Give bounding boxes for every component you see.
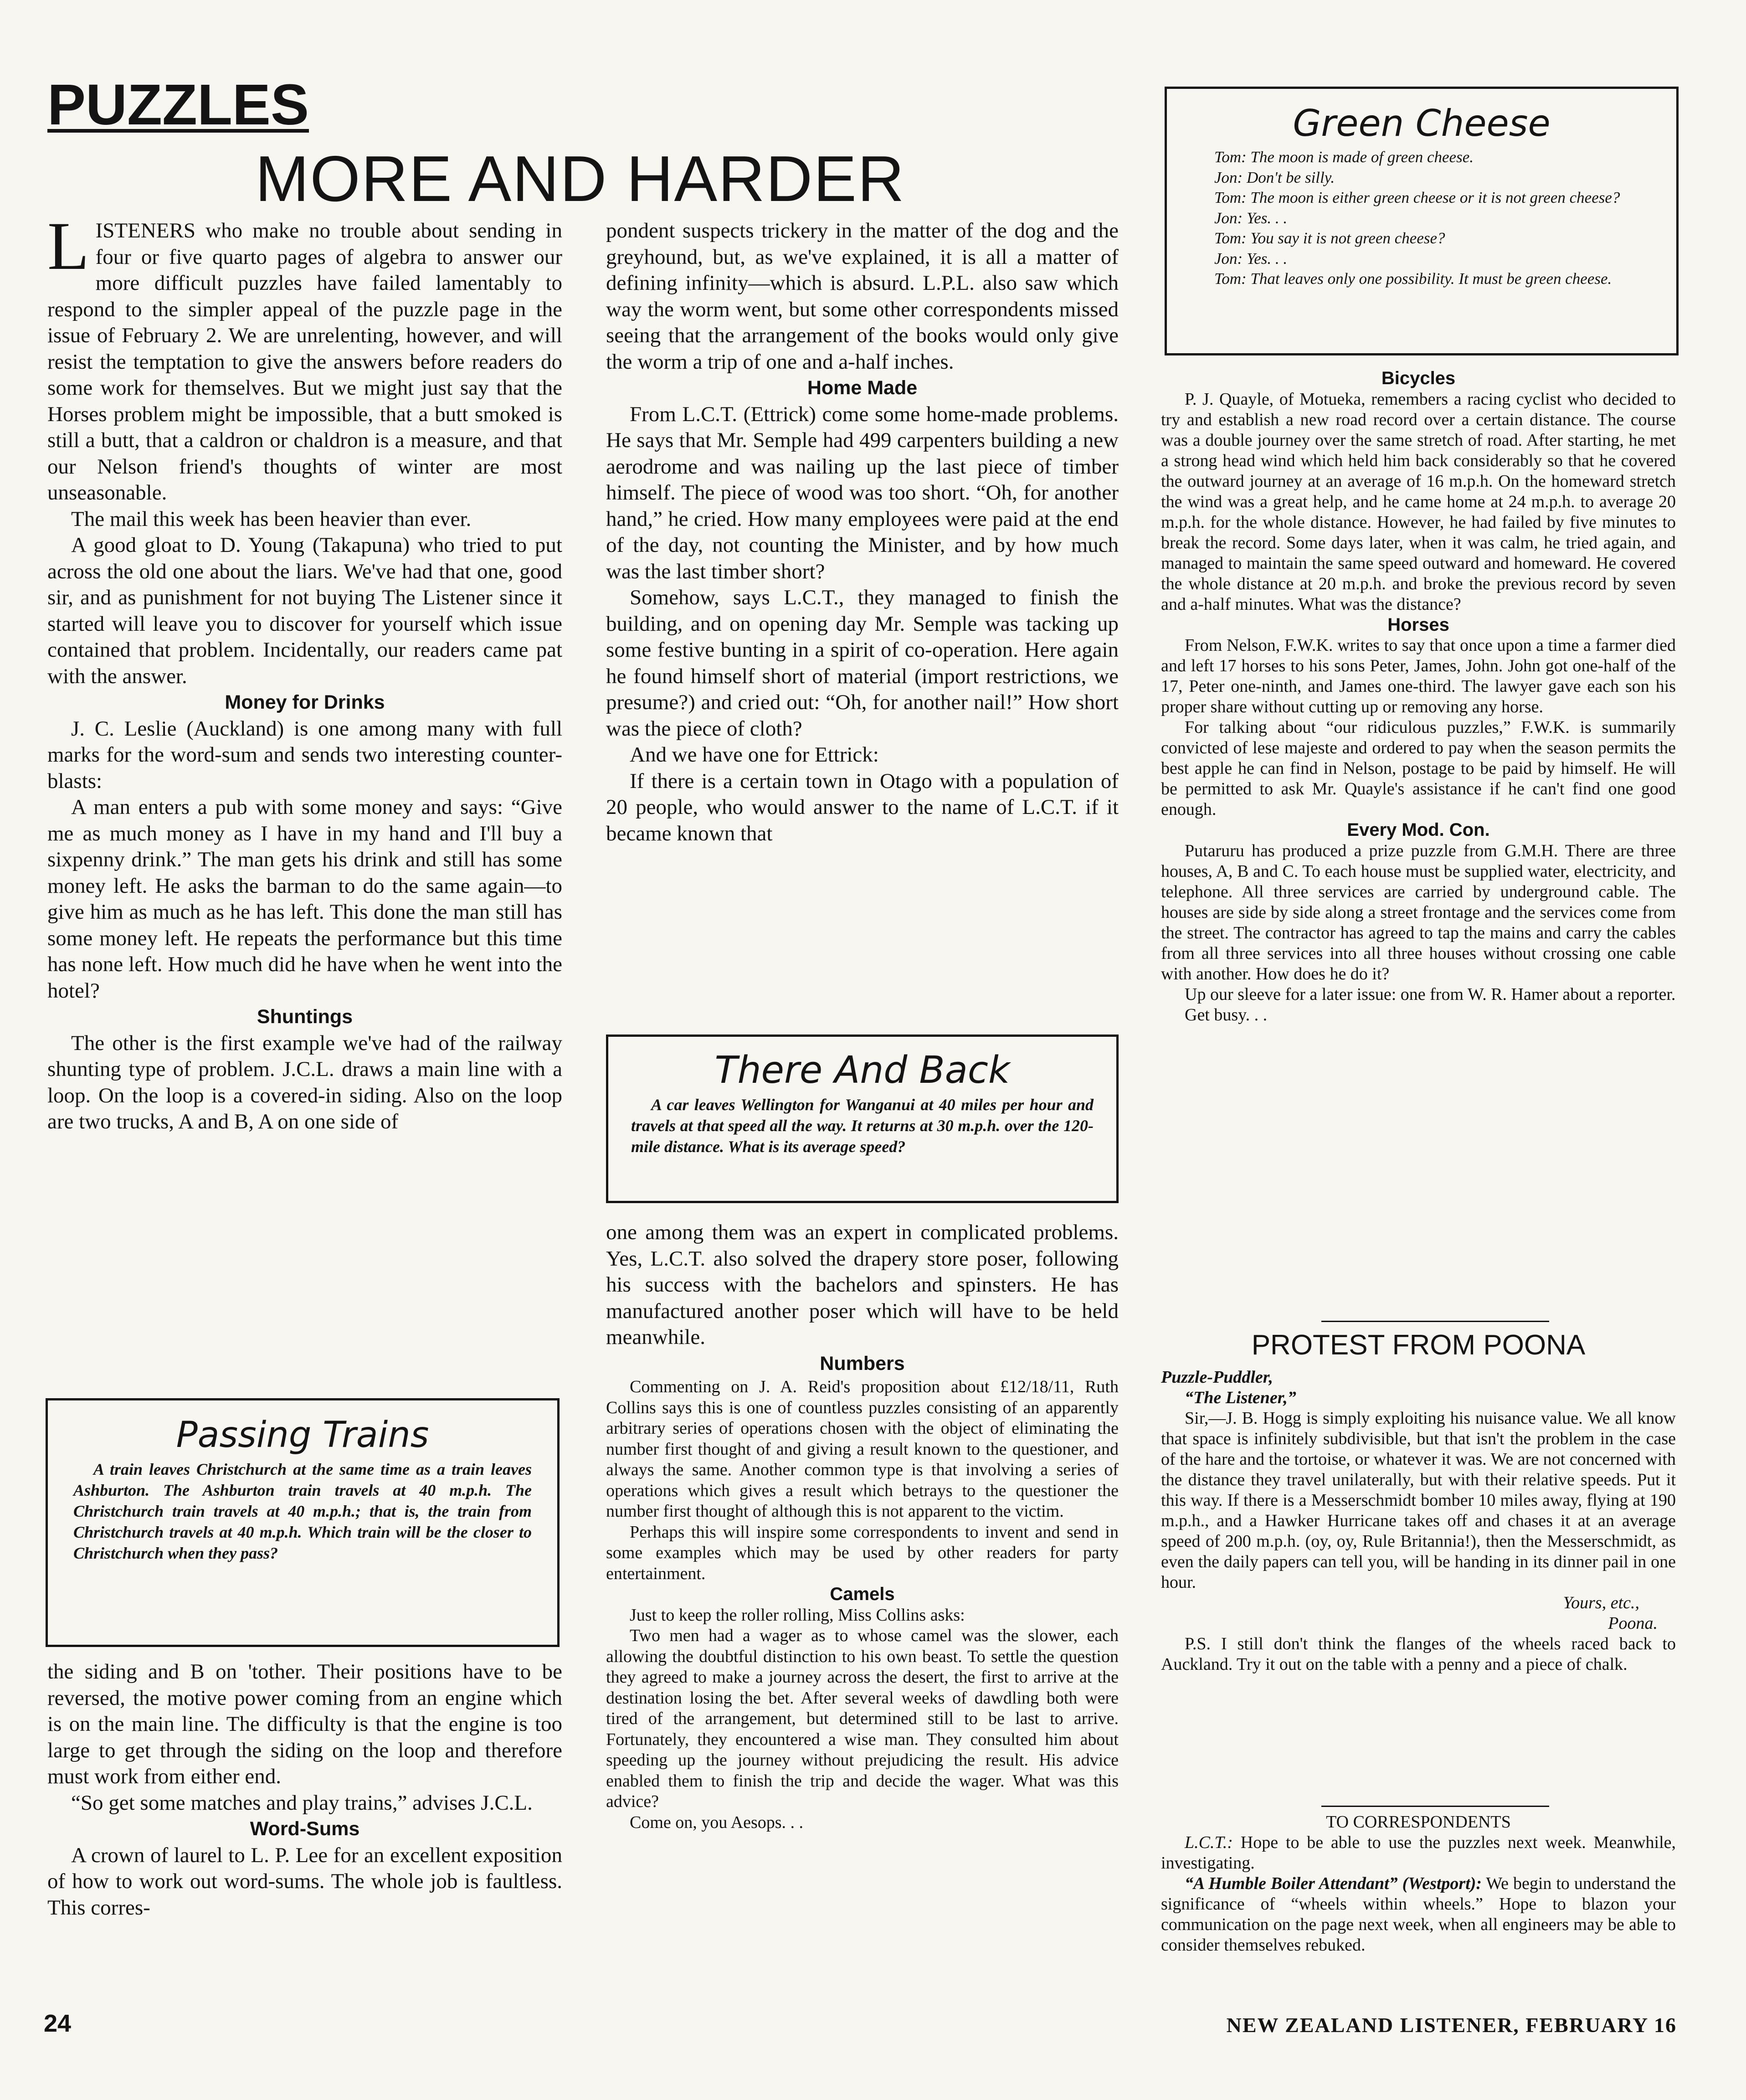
shuntings-paragraph-1a: The other is the first example we've had of the railway shunting type of problem. J.C.L. draws a main line with a loop. On the loop is a covered-in siding. Also on the loop are two trucks, A and B, A on one side of (47, 1031, 562, 1133)
divider (1321, 1806, 1549, 1807)
gloat-paragraph: A good gloat to D. Young (Takapuna) who tried to put across the old one about the liars. We've had that one, good sir, and as punishment for not buying The Listener since it started will leave you to discover for yourself which issue contained that problem. Incidentally, our readers came pat with the answer. (47, 533, 562, 688)
dialogue-line: Jon: Yes. . . (1214, 249, 1288, 268)
heading-every-mod-con: Every Mod. Con. (1347, 820, 1490, 840)
money-paragraph-1: J. C. Leslie (Auckland) is one among many with full marks for the word-sum and sends two interesting counter-blasts: (47, 716, 562, 793)
mod-con-paragraph-1: Putaruru has produced a prize puzzle from G.M.H. There are three houses, A, B and C. To each house must be supplied water, electricity, and telephone. All three services are carried by underground cable. The houses are side by side along a street frontage and the services come from the street. The contractor has agreed to tap the mains and carry the cables from all three services into all three houses without crossing one cable with another. How does he do it? (1161, 841, 1676, 983)
correspondent-name: “A Humble Boiler Attendant” (Westport): (1185, 1874, 1482, 1893)
heading-to-correspondents: TO CORRESPONDENTS (1326, 1812, 1511, 1832)
page-number: 24 (44, 2010, 72, 2037)
heading-bicycles: Bicycles (1381, 368, 1456, 388)
dialogue-line: Tom: That leaves only one possibility. It must be green cheese. (1214, 270, 1612, 288)
column-1 (47, 208, 562, 1135)
shuntings-paragraph-2: “So get some matches and play trains,” advises J.C.L. (71, 1791, 533, 1815)
correspondent-reply: Hope to be able to use the puzzles next week. Meanwhile, investigating. (1161, 1833, 1676, 1873)
drop-cap: L (47, 208, 89, 284)
dialogue-line: Jon: Don't be silly. (1214, 168, 1335, 186)
intro-text: ISTENERS who make no trouble about sending in four or five quarto pages of algebra to answer our more difficult puzzles have failed lamentably to respond to the simpler appeal of the puzzle page in the issue of February 2. We are unrelenting, however, and will resist the temptation to give the answers before readers do some work for themselves. But we might just say that the Horses problem might be impossible, that a butt smoked is still a butt, that a caldron or chaldron is a measure, and that our Nelson friend's thoughts of winter are most unseasonable. (47, 219, 562, 504)
home-made-paragraph-4a: If there is a certain town in Otago with a population of 20 people, who would answer to the name of L.C.T. if it became known that (606, 769, 1119, 845)
heading-numbers: Numbers (820, 1352, 905, 1374)
column-3 (1161, 368, 1676, 1025)
dialogue-line: Tom: You say it is not green cheese? (1214, 229, 1445, 247)
money-paragraph-2: A man enters a pub with some money and says: “Give me as much money as I have in my hand and I'll buy a sixpenny drink.” The man gets his drink and still has some money left. He asks the barman to do the same again—to give him as much as he has left. This done the man still has some money left. He repeats the performance but this time has none left. How much did he have when he went into the hotel? (47, 795, 562, 1003)
camels-paragraph-1: Just to keep the roller rolling, Miss Collins asks: (630, 1605, 965, 1625)
protest-signature: Poona. (1608, 1614, 1658, 1633)
column-2 (606, 218, 1119, 847)
green-cheese-dialogue (1194, 147, 1649, 289)
heading-home-made: Home Made (807, 377, 918, 399)
bicycles-paragraph: P. J. Quayle, of Motueka, remembers a racing cyclist who decided to try and establish a new road record over a certain distance. The course was a double journey over the same stretch of road. After starting, he met a strong head wind which held him back considerably so that he covered the outward journey at an average of 16 m.p.h. On the homeward stretch the wind was a great help, and he came home at 24 m.p.h. to average 20 m.p.h. for the whole distance. However, he had failed by five minutes to break the record. Some days later, when it was calm, he tried again, and managed to maintain the same speed outward and homeward. He covered the whole distance at 20 m.p.h. and broke the previous record by seven and a-half minutes. What was the distance? (1161, 389, 1676, 614)
there-and-back-text: A car leaves Wellington for Wanganui at 40 miles per hour and travels at that speed all the way. It returns at 30 m.p.h. over the 120-mile distance. What is its average speed? (631, 1096, 1094, 1156)
protest-sign-off: Yours, etc., (1563, 1593, 1639, 1612)
intro-paragraph (47, 208, 562, 506)
column-1-continued (47, 1659, 562, 1921)
heading-word-sums: Word-Sums (250, 1818, 360, 1840)
camels-paragraph-3: Come on, you Aesops. . . (630, 1812, 804, 1832)
section-label: PUZZLES (47, 72, 309, 137)
correspondent-reply: We begin to understand the significance of “wheels within wheels.” Hope to blazon your communication on the page next week, when all engineers may be able to consider themselves rebuked. (1161, 1874, 1676, 1955)
camels-paragraph-2: Two men had a wager as to whose camel was the slower, each allowing the doubtful distinction to his own beast. To settle the question they agreed to make a journey across the desert, the first to arrive at the destination losing the bet. After several weeks of dawdling both were tired of the arrangement, but determined still to be last to arrive. Fortunately, they encountered a wise man. They consulted him about speeding up the journey without prejudicing the result. His advice enabled them to finish the trip and decide the wager. What was this advice? (606, 1626, 1119, 1811)
green-cheese-box (1165, 87, 1679, 355)
horses-paragraph-2: For talking about “our ridiculous puzzles,” F.W.K. is summarily convicted of lese majeste and ordered to pay when the season permits the best apple he can find in Nelson, postage to be paid by himself. He will be permitted to ask Mr. Quayle's assistance if he can't find one good enough. (1161, 718, 1676, 819)
word-sums-paragraph-b: pondent suspects trickery in the matter of the dog and the greyhound, but, as we've explained, it is all a matter of defining infinity—which is absurd. L.P.L. also saw which way the worm went, but some other correspondents missed seeing that the arrangement of the books would only give the worm a trip of one and a-half inches. (606, 219, 1119, 374)
protest-heading: PROTEST FROM POONA (1251, 1329, 1586, 1361)
column-2-continued (606, 1220, 1119, 1833)
correspondent-note-2 (1161, 1874, 1676, 1956)
correspondent-name: L.C.T.: (1185, 1833, 1233, 1852)
mod-con-paragraph-2: Up our sleeve for a later issue: one from W. R. Hamer about a reporter. (1185, 984, 1676, 1004)
protest-postscript: P.S. I still don't think the flanges of the wheels raced back to Auckland. Try it out on the table with a penny and a piece of chalk. (1161, 1634, 1676, 1674)
heading-camels: Camels (830, 1584, 895, 1604)
heading-shuntings: Shuntings (257, 1006, 353, 1028)
correspondents-section (1161, 1812, 1676, 1956)
protest-letter (1161, 1367, 1676, 1675)
dialogue-line: Tom: The moon is made of green cheese. (1214, 148, 1474, 166)
correspondent-note-1 (1161, 1832, 1676, 1874)
home-made-paragraph-2: Somehow, says L.C.T., they managed to finish the building, and on opening day Mr. Semple was tacking up some festive bunting in a spirit of co-operation. Here again he found himself short of material (import restrictions, we presume?) and cried out: “Oh, for another nail!” How short was the piece of cloth? (606, 586, 1119, 741)
divider (1321, 1321, 1549, 1322)
protest-salutation-1: Puzzle-Puddler, (1161, 1368, 1273, 1387)
heading-money-for-drinks: Money for Drinks (225, 691, 385, 713)
dialogue-line: Tom: The moon is either green cheese or it is not green cheese? (1214, 189, 1620, 206)
green-cheese-title: Green Cheese (1293, 102, 1551, 144)
shuntings-paragraph-1b: the siding and B on 'tother. Their positions have to be reversed, the motive power coming from an engine which is on the main line. The difficulty is that the engine is too large to get through the siding on the loop and therefore must work from either end. (47, 1660, 562, 1788)
page-title: MORE AND HARDER (255, 143, 905, 215)
mod-con-paragraph-3: Get busy. . . (1185, 1005, 1268, 1024)
publication-footer: NEW ZEALAND LISTENER, FEBRUARY 16 (1226, 2013, 1677, 2037)
passing-trains-text: A train leaves Christchurch at the same time as a train leaves Ashburton. The Ashburton train travels at 40 m.p.h. The Christchurch train travels at 40 m.p.h.; that is, the train from Christchurch travels at 40 m.p.h. Which train will be the closer to Christchurch when they pass? (73, 1460, 532, 1562)
dialogue-line: Jon: Yes. . . (1214, 209, 1288, 227)
there-and-back-title: There And Back (714, 1049, 1010, 1092)
passing-trains-title: Passing Trains (176, 1415, 429, 1456)
numbers-paragraph-1: Commenting on J. A. Reid's proposition about £12/18/11, Ruth Collins says this is one of countless puzzles consisting of an apparently arbitrary series of operations chosen with the object of eliminating the number first thought of and giving a result known to the questioner, and always the same. Another common type is that involving a series of operations which gives a result which betrays to the questioner the number first thought of although this is not apparent to the victim. (606, 1377, 1119, 1521)
mail-paragraph: The mail this week has been heavier than ever. (71, 507, 472, 531)
protest-salutation-2: “The Listener,” (1185, 1388, 1296, 1407)
there-and-back-box (606, 1035, 1119, 1203)
home-made-paragraph-3: And we have one for Ettrick: (630, 743, 879, 767)
protest-body: Sir,—J. B. Hogg is simply exploiting his nuisance value. We all know that space is infinitely subdivisible, but that isn't the problem in the case of the hare and the tortoise, or whatever it was. We are not concerned with the distance they travel unilaterally, but with their relative speeds. Put it this way. If there is a Messerschmidt bomber 10 miles away, flying at 190 m.p.h., and a Hawker Hurricane takes off and chases it at an average speed of 200 m.p.h. (oy, oy, Rule Britannia!), then the Messerschmidt, as even the daily papers can tell you, will be handing in its dinner pail in one hour. (1161, 1409, 1676, 1592)
home-made-paragraph-4b: one among them was an expert in complicated problems. Yes, L.C.T. also solved the drapery store poser, following his success with the bachelors and spinsters. He has manufactured another poser which will have to be held meanwhile. (606, 1220, 1119, 1349)
word-sums-paragraph-a: A crown of laurel to L. P. Lee for an excellent exposition of how to work out word-sums. The whole job is faultless. This corres- (47, 1843, 562, 1920)
passing-trains-box (46, 1398, 560, 1647)
home-made-paragraph-1: From L.C.T. (Ettrick) come some home-made problems. He says that Mr. Semple had 499 carpenters building a new aerodrome and was nailing up the last piece of timber himself. The piece of wood was too short. “Oh, for another hand,” he cried. How many employees were paid at the end of the day, not counting the Minister, and by how much was the last timber short? (606, 402, 1119, 583)
heading-horses: Horses (1387, 614, 1449, 635)
numbers-paragraph-2: Perhaps this will inspire some correspondents to invent and send in some examples which may be used by other readers for party entertainment. (606, 1522, 1119, 1583)
horses-paragraph-1: From Nelson, F.W.K. writes to say that once upon a time a farmer died and left 17 horses to his sons Peter, James, John. John got one-half of the 17, Peter one-ninth, and James one-third. The lawyer gave each son his proper share without cutting up or removing any horse. (1161, 636, 1676, 716)
